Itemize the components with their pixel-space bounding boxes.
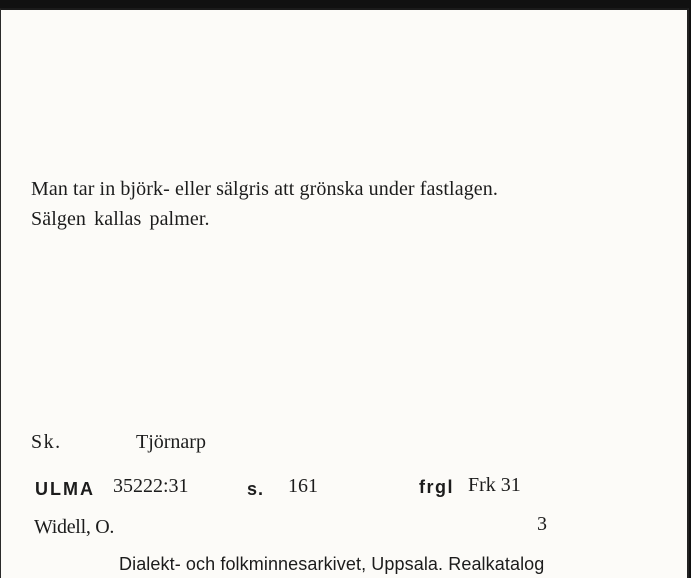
body-line-2: Sälgen kallas palmer.	[31, 208, 210, 230]
frgl-label: frgl	[419, 477, 454, 497]
card-number: 3	[537, 513, 547, 535]
place-name: Tjörnarp	[136, 431, 206, 453]
ulma-label: ULMA	[35, 479, 95, 499]
page-number: 161	[288, 475, 318, 497]
archive-footer: Dialekt- och folkminnesarkivet, Uppsala. Realkatalog	[119, 554, 545, 574]
frgl-value: Frk 31	[468, 474, 521, 496]
card-body-text	[31, 174, 498, 234]
ulma-number: 35222:31	[113, 475, 189, 497]
collector-name: Widell, O.	[34, 516, 115, 538]
body-line-1: Man tar in björk- eller sälgris att grönska under fastlagen.	[31, 178, 498, 200]
region-abbreviation: Sk.	[31, 431, 62, 453]
archive-card	[0, 8, 689, 578]
page-label: s.	[247, 479, 265, 499]
